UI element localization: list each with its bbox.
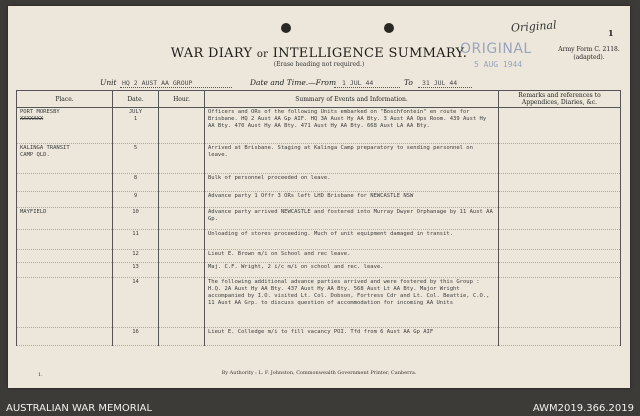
table-row xyxy=(17,174,621,192)
place-cell: MAYFIELD xyxy=(17,208,113,230)
hour-cell xyxy=(159,144,205,174)
printer-footer: By Authority : L. F. Johnston, Commonwealth Government Printer, Canberra. xyxy=(221,370,417,376)
summary-cell: Officers and ORs of the following Units embarked on "Boschfontein" en route for Brisbane. HQ 2 Aust AA Gp AIF. HQ 3A Aust Hy AA Bty. 3 Aust AA Ops Room. 439 Aust Hy AA Bty. 470 Aust Hy AA Bty. 471 Aust Hy AA Bty. 668 Aust LA AA Bty. xyxy=(205,108,499,144)
place-cell xyxy=(17,192,113,208)
page-subtitle: (Erase heading not required.) xyxy=(273,61,365,68)
original-stamp: ORIGINAL xyxy=(460,41,532,57)
column-header-remarks: Remarks and references to Appendices, Diaries, &c. xyxy=(499,91,621,108)
table-row xyxy=(17,278,621,328)
table-row xyxy=(17,328,621,346)
hour-cell xyxy=(159,230,205,250)
remarks-cell xyxy=(499,230,621,250)
archive-id: AWM2019.366.2019 xyxy=(532,403,634,414)
summary-cell: Maj. C.F. Wright, 2 i/c m/i on school and rec. leave. xyxy=(205,263,499,278)
to-line xyxy=(418,87,472,88)
hour-cell xyxy=(159,263,205,278)
summary-cell: Advance party arrived NEWCASTLE and fostered into Murray Dwyer Orphanage by 11 Aust AA Gp. xyxy=(205,208,499,230)
diary-sheet xyxy=(8,6,630,388)
remarks-cell xyxy=(499,328,621,346)
hour-cell xyxy=(159,208,205,230)
stamp-date: 5 AUG 1944 xyxy=(474,60,523,69)
handwritten-note: Original xyxy=(510,18,557,35)
hour-cell xyxy=(159,250,205,263)
date-from-value: 1 JUL 44 xyxy=(342,79,374,87)
summary-cell: The following additional advance parties arrived and were fostered by this Group : H.Q. 2A Aust Hy AA Bty. 437 Aust Hy AA Bty. 568 Aust Lt AA Bty. Major Wright accompanied by I.O. visited Lt. Col. Dobson, Fortress Cdr and Lt. Col. Beattie, C.O., 11 Aust AA Grp. to discuss question of accommodation for incoming AA Units xyxy=(205,278,499,328)
place-cell xyxy=(17,174,113,192)
date-cell: 16 xyxy=(113,328,159,346)
hour-cell xyxy=(159,192,205,208)
hour-cell xyxy=(159,174,205,192)
remarks-cell xyxy=(499,174,621,192)
table-row xyxy=(17,144,621,174)
place-cell xyxy=(17,230,113,250)
place-cell xyxy=(17,250,113,263)
page-number: 1 xyxy=(608,28,614,38)
date-cell: 11 xyxy=(113,230,159,250)
table-row xyxy=(17,250,621,263)
column-header-summary: Summary of Events and Information. xyxy=(205,91,499,108)
date-cell: 5 xyxy=(113,144,159,174)
place-cell xyxy=(17,263,113,278)
table-row xyxy=(17,192,621,208)
form-number: Army Form C. 2118. (adapted). xyxy=(558,46,620,61)
date-cell: 12 xyxy=(113,250,159,263)
punch-hole xyxy=(281,23,291,33)
remarks-cell xyxy=(499,192,621,208)
table-row xyxy=(17,108,621,144)
column-header-place: Place. xyxy=(17,91,113,108)
remarks-cell xyxy=(499,208,621,230)
punch-hole xyxy=(384,23,394,33)
remarks-cell xyxy=(499,108,621,144)
column-header-hour: Hour. xyxy=(159,91,205,108)
date-from-label: Date and Time.—From xyxy=(250,78,337,87)
place-cell: PORT MORESBY XXXXXXX xyxy=(17,108,113,144)
column-header-date: Date. xyxy=(113,91,159,108)
remarks-cell xyxy=(499,278,621,328)
table-row xyxy=(17,230,621,250)
summary-cell: Unloading of stores proceeding. Much of unit equipment damaged in transit. xyxy=(205,230,499,250)
place-cell xyxy=(17,278,113,328)
unit-label: Unit xyxy=(100,78,117,87)
hour-cell xyxy=(159,278,205,328)
from-line xyxy=(334,87,400,88)
hour-cell xyxy=(159,108,205,144)
summary-cell: Lieut E. Colledge m/i to fill vacancy POI. Tfd from 6 Aust AA Gp AIF xyxy=(205,328,499,346)
date-cell: 14 xyxy=(113,278,159,328)
date-cell: JULY 1 xyxy=(113,108,159,144)
table-row xyxy=(17,263,621,278)
diary-table xyxy=(16,90,621,346)
summary-cell: Arrived at Brisbane. Staging at Kalinga Camp preparatory to sending personnel on leave. xyxy=(205,144,499,174)
place-cell: KALINGA TRANSIT CAMP QLD. xyxy=(17,144,113,174)
remarks-cell xyxy=(499,144,621,174)
date-cell: 8 xyxy=(113,174,159,192)
page-title: WAR DIARY or INTELLIGENCE SUMMARY. xyxy=(170,46,468,61)
date-cell: 13 xyxy=(113,263,159,278)
remarks-cell xyxy=(499,263,621,278)
date-cell: 9 xyxy=(113,192,159,208)
hour-cell xyxy=(159,328,205,346)
archive-caption: AUSTRALIAN WAR MEMORIAL xyxy=(6,403,153,414)
place-cell xyxy=(17,328,113,346)
date-to-value: 31 JUL 44 xyxy=(422,79,458,87)
summary-cell: Advance party 1 Offr 3 ORs left LHD Brisbane for NEWCASTLE NSW xyxy=(205,192,499,208)
footer-mark: 1. xyxy=(38,372,43,378)
table-header xyxy=(17,91,621,108)
date-to-label: To xyxy=(404,78,413,87)
date-cell: 10 xyxy=(113,208,159,230)
unit-line xyxy=(120,87,232,88)
table-row xyxy=(17,208,621,230)
summary-cell: Lieut E. Brown m/i on School and rec leave. xyxy=(205,250,499,263)
unit-value: HQ 2 AUST AA GROUP xyxy=(122,79,193,87)
remarks-cell xyxy=(499,250,621,263)
summary-cell: Bulk of personnel proceeded on leave. xyxy=(205,174,499,192)
